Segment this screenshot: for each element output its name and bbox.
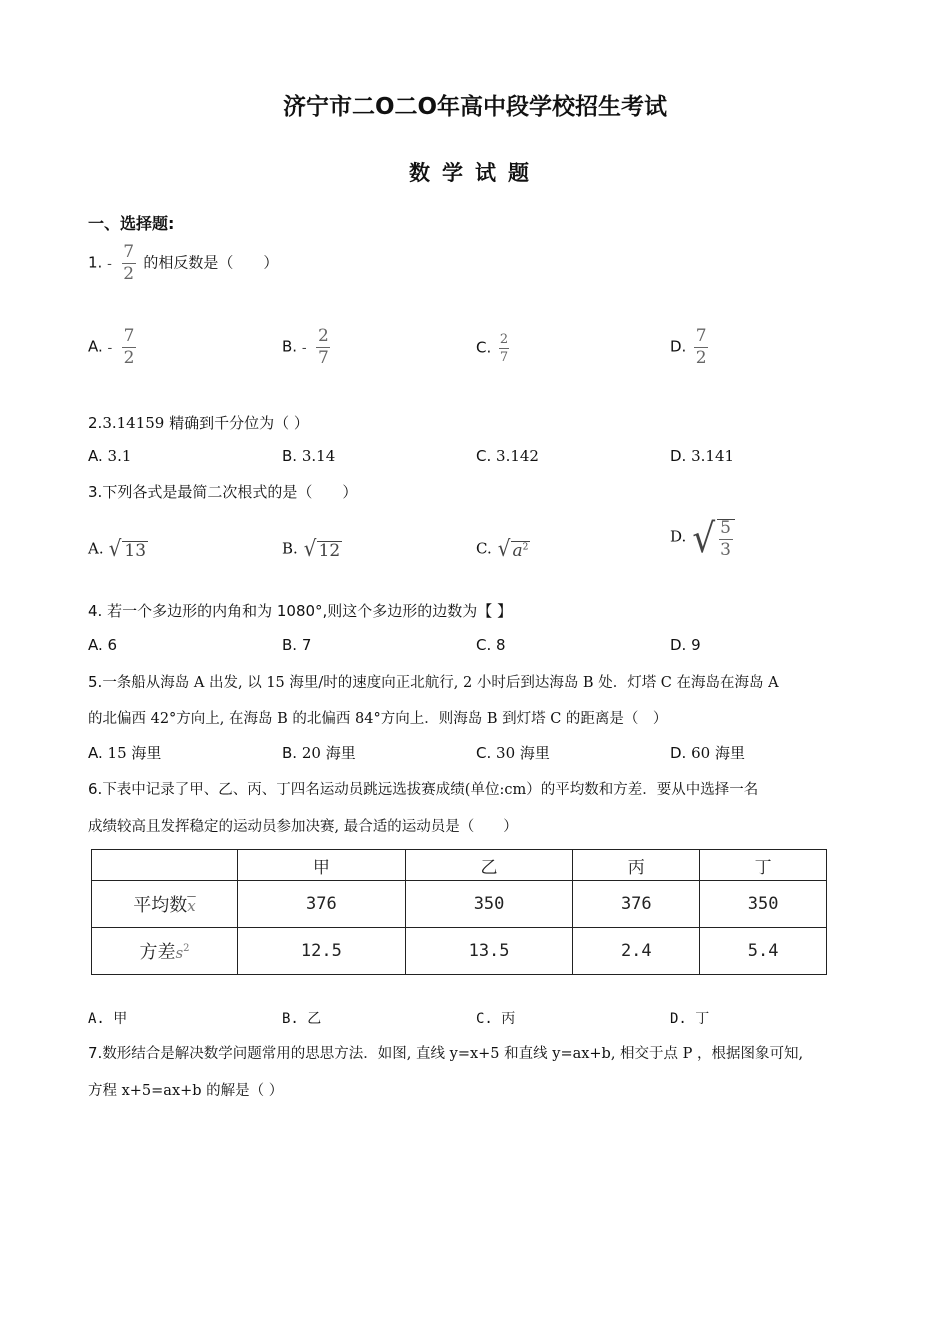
square-root: √ $\frac{5}{3}$ <box>691 516 735 559</box>
row-header-mean <box>92 881 238 928</box>
q3-option-a <box>88 538 148 561</box>
column-header: 乙 <box>405 850 573 881</box>
denominator: 7 <box>499 350 509 365</box>
table-cell: 376 <box>238 881 406 928</box>
denominator: 2 <box>695 348 707 368</box>
option-label: B. <box>282 636 298 654</box>
option-text: 3.1 <box>107 447 132 465</box>
numerator: 7 <box>695 326 707 346</box>
question-6 <box>88 778 758 799</box>
question-text-line-1: 下表中记录了甲、乙、丙、丁四名运动员跳远选拔赛成绩(单位:cm）的平均数和方差．要从中选择一名 <box>102 782 759 798</box>
question-number: 6. <box>88 780 103 798</box>
question-text: 下列各式是最简二次根式的是（ ） <box>102 483 358 501</box>
denominator: 2 <box>123 264 135 284</box>
mean-symbol: $\overline{x}$ <box>187 897 196 915</box>
option-text: 乙 <box>307 1011 322 1027</box>
table-cell: 5.4 <box>700 928 827 975</box>
q6-option-d <box>670 1008 709 1028</box>
option-label: C. <box>476 1011 493 1027</box>
option-text: 3.142 <box>496 447 539 465</box>
question-4 <box>88 600 512 621</box>
numerator: 2 <box>317 326 329 346</box>
exponent: 2 <box>183 943 190 954</box>
option-label: A. <box>88 447 103 465</box>
q2-option-a <box>88 447 131 465</box>
q2-option-d <box>670 447 734 465</box>
table-row <box>92 881 827 928</box>
option-label: A. <box>88 744 103 762</box>
radicand: a <box>512 541 523 561</box>
option-label: D. <box>670 744 687 762</box>
q6-option-a <box>88 1008 127 1028</box>
question-1 <box>88 244 278 283</box>
question-number: 4. <box>88 602 103 620</box>
q2-option-b <box>282 447 335 465</box>
option-label: B. <box>282 539 298 558</box>
option-text: 丙 <box>501 1011 516 1027</box>
option-text: 9 <box>691 636 701 654</box>
exam-title: 济宁市二O二O年高中段学校招生考试 <box>282 94 668 120</box>
question-text-line-1: 数形结合是解决数学问题常用的思思方法．如图, 直线 y=x+5 和直线 y=ax+b, 相交于点 P ，根据图象可知, <box>102 1046 804 1062</box>
table-corner-cell <box>92 850 238 881</box>
q4-option-a <box>88 636 117 654</box>
section-heading: 一、选择题: <box>88 214 175 233</box>
table-cell: 350 <box>405 881 573 928</box>
q6-option-c <box>476 1008 515 1028</box>
denominator: 2 <box>123 348 135 368</box>
question-number: 2. <box>88 414 103 432</box>
table-cell: 13.5 <box>405 928 573 975</box>
numerator: 5 <box>720 518 731 538</box>
denominator: 7 <box>317 348 329 368</box>
column-header: 丁 <box>700 850 827 881</box>
q4-option-c <box>476 636 506 654</box>
option-label: C. <box>476 338 492 357</box>
option-label: A. <box>88 636 103 654</box>
numerator: 7 <box>123 326 135 346</box>
option-text: 3.141 <box>691 447 735 465</box>
square-root: √ 12 <box>303 536 341 562</box>
option-text: 6 <box>107 636 118 654</box>
table-cell: 2.4 <box>573 928 700 975</box>
q3-option-c <box>476 538 530 561</box>
q5-option-a <box>88 742 161 763</box>
minus-sign: - <box>107 339 113 356</box>
option-text: 甲 <box>113 1011 128 1027</box>
question-number: 5. <box>88 673 103 691</box>
option-label: D. <box>670 1011 687 1027</box>
option-label: C. <box>476 636 492 654</box>
question-number: 3. <box>88 483 103 501</box>
option-label: C. <box>476 744 492 762</box>
column-header: 丙 <box>573 850 700 881</box>
option-text: 20 海里 <box>301 744 356 762</box>
question-7 <box>88 1042 803 1063</box>
radicand: 13 <box>124 541 147 561</box>
exam-subtitle: 数学试题 <box>409 161 541 185</box>
option-text: 3.14 <box>301 447 336 465</box>
variance-symbol: s <box>175 944 184 962</box>
option-label: D. <box>670 636 687 654</box>
row-label: 方差 <box>139 942 176 963</box>
table-header-row <box>92 850 827 881</box>
question-3 <box>88 481 357 502</box>
question-text: 的相反数是（ ） <box>143 253 279 272</box>
q1-option-c <box>476 333 512 364</box>
minus-sign: - <box>107 255 112 272</box>
row-label: 平均数 <box>133 895 188 916</box>
q6-option-b <box>282 1008 321 1028</box>
question-5-line-2: 的北偏西 42°方向上, 在海岛 B 的北偏西 84°方向上．则海岛 B 到灯塔 C 的距离是（ ） <box>88 711 668 727</box>
option-label: B. <box>282 744 298 762</box>
q5-option-c <box>476 742 550 763</box>
question-6-line-2: 成绩较高且发挥稳定的运动员参加决赛, 最合适的运动员是（ ） <box>88 819 518 835</box>
question-7-line-2: 方程 x+5=ax+b 的解是（ ） <box>88 1083 284 1099</box>
column-header: 甲 <box>238 850 406 881</box>
table-cell: 350 <box>700 881 827 928</box>
q1-option-d <box>670 328 711 367</box>
question-text: 若一个多边形的内角和为 1080°,则这个多边形的边数为【 】 <box>107 602 513 620</box>
q4-option-b <box>282 636 311 654</box>
radicand: 12 <box>318 541 341 561</box>
q2-option-c <box>476 447 539 465</box>
option-label: A. <box>88 1011 105 1027</box>
q5-option-d <box>670 742 745 763</box>
numerator: 2 <box>499 332 509 347</box>
question-5 <box>88 671 779 692</box>
table-row <box>92 928 827 975</box>
q5-option-b <box>282 742 356 763</box>
table-cell: 12.5 <box>238 928 406 975</box>
option-label: B. <box>282 1011 299 1027</box>
option-label: D. <box>670 447 687 465</box>
table-cell: 376 <box>573 881 700 928</box>
option-label: C. <box>476 539 492 558</box>
question-number: 1. <box>88 253 103 272</box>
question-number: 7. <box>88 1044 103 1062</box>
q3-option-d <box>670 516 735 562</box>
row-header-variance <box>92 928 238 975</box>
option-text: 8 <box>496 636 506 654</box>
option-label: A. <box>88 539 104 558</box>
minus-sign: - <box>301 339 307 356</box>
fraction <box>122 244 136 283</box>
option-text: 7 <box>301 636 312 654</box>
numerator: 7 <box>123 242 135 262</box>
option-text: 丁 <box>695 1011 710 1027</box>
q1-option-a <box>88 328 139 367</box>
question-text: 3.14159 精确到千分位为（ ） <box>102 414 309 432</box>
denominator: 3 <box>720 540 731 560</box>
option-label: B. <box>282 447 298 465</box>
question-2 <box>88 412 309 433</box>
option-label: A. <box>88 337 103 356</box>
option-text: 30 海里 <box>496 744 550 762</box>
exponent: 2 <box>522 542 529 553</box>
option-label: B. <box>282 337 298 356</box>
option-text: 60 海里 <box>691 744 745 762</box>
option-text: 15 海里 <box>107 744 162 762</box>
square-root: √ 13 <box>109 536 147 562</box>
question-text-line-1: 一条船从海岛 A 出发, 以 15 海里/时的速度向正北航行, 2 小时后到达海岛 B 处．灯塔 C 在海岛在海岛 A <box>102 675 779 691</box>
statistics-table <box>91 849 827 975</box>
option-label: D. <box>670 527 687 546</box>
q1-option-b <box>282 328 333 367</box>
q4-option-d <box>670 636 701 654</box>
q3-option-b <box>282 538 342 561</box>
option-label: D. <box>670 337 687 356</box>
square-root: √ $a^2$ <box>497 536 529 562</box>
option-label: C. <box>476 447 492 465</box>
